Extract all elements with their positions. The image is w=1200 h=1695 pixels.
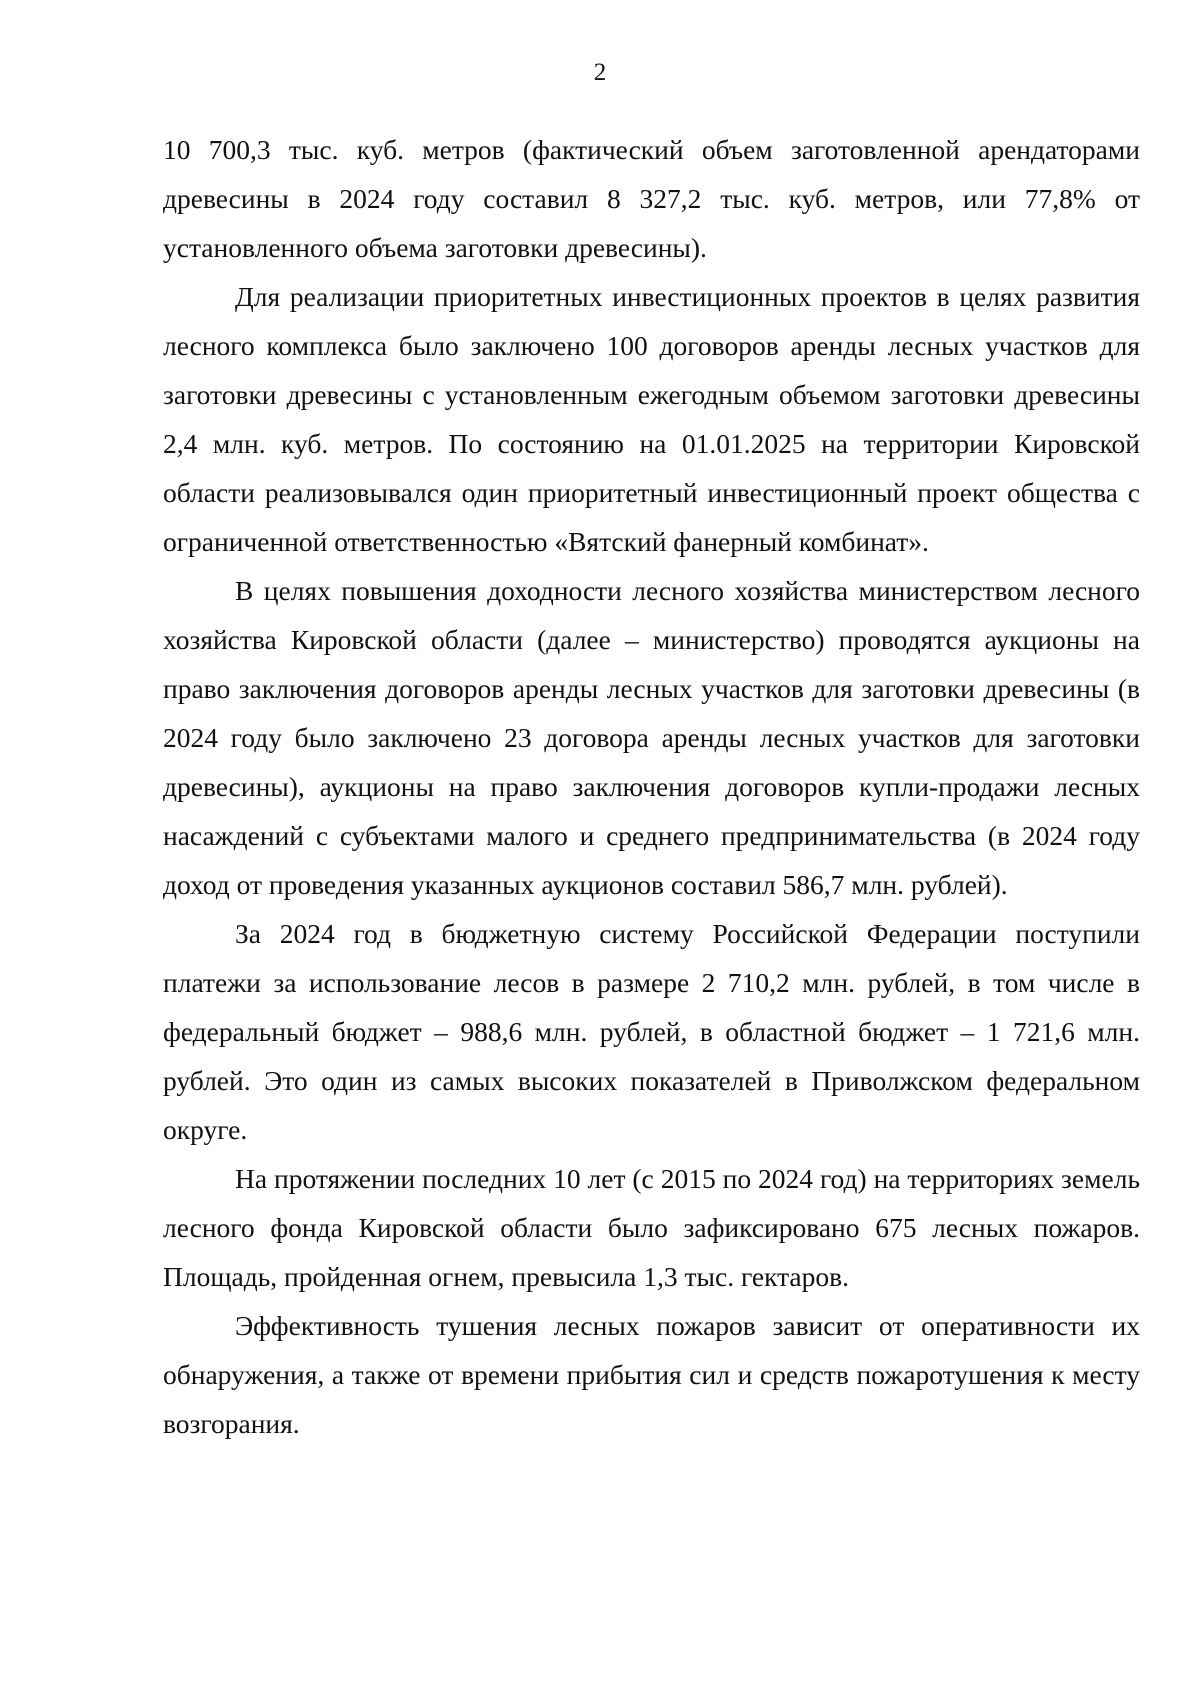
paragraph-investment-projects: Для реализации приоритетных инвестиционных проектов в целях развития лесного комплекса было заключено 100 договоров аренды лесных участков для заготовки древесины с установленным ежегодным объемом заготовки древесины 2,4 млн. куб. метров. По состоянию на 01.01.2025 на территории Кировской области реализовывался один приоритетный инвестиционный проект общества с ограниченной ответственностью «Вятский фанерный комбинат».: [163, 281, 1140, 557]
paragraph-fire-extinguishing: Эффективность тушения лесных пожаров зависит от оперативности их обнаружения, а также от времени прибытия сил и средств пожаротушения к месту возгорания.: [163, 1310, 1140, 1439]
paragraph-forest-fires: На протяжении последних 10 лет (с 2015 по 2024 год) на территориях земель лесного фонда Кировской области было зафиксировано 675 лесных пожаров. Площадь, пройденная огнем, превысила 1,3 тыс. гектаров.: [163, 1163, 1140, 1292]
paragraph-budget-payments: За 2024 год в бюджетную систему Российской Федерации поступили платежи за использование лесов в размере 2 710,2 млн. рублей, в том числе в федеральный бюджет – 988,6 млн. рублей, в областной бюджет – 1 721,6 млн. рублей. Это один из самых высоких показателей в Приволжском федеральном округе.: [163, 918, 1140, 1145]
page-number: 2: [593, 59, 607, 86]
paragraph-auctions: В целях повышения доходности лесного хозяйства министерством лесного хозяйства Кировской области (далее – министерство) проводятся аукционы на право заключения договоров аренды лесных участков для заготовки древесины (в 2024 году было заключено 23 договора аренды лесных участков для заготовки древесины), аукционы на право заключения договоров купли-продажи лесных насаждений с субъектами малого и среднего предпринимательства (в 2024 году доход от проведения указанных аукционов составил 586,7 млн. рублей).: [163, 575, 1140, 900]
paragraph-continuation: 10 700,3 тыс. куб. метров (фактический объем заготовленной арендаторами древесины в 2024 году составил 8 327,2 тыс. куб. метров, или 77,8% от установленного объема заготовки древесины).: [163, 134, 1140, 263]
document-body: [163, 125, 1140, 1448]
